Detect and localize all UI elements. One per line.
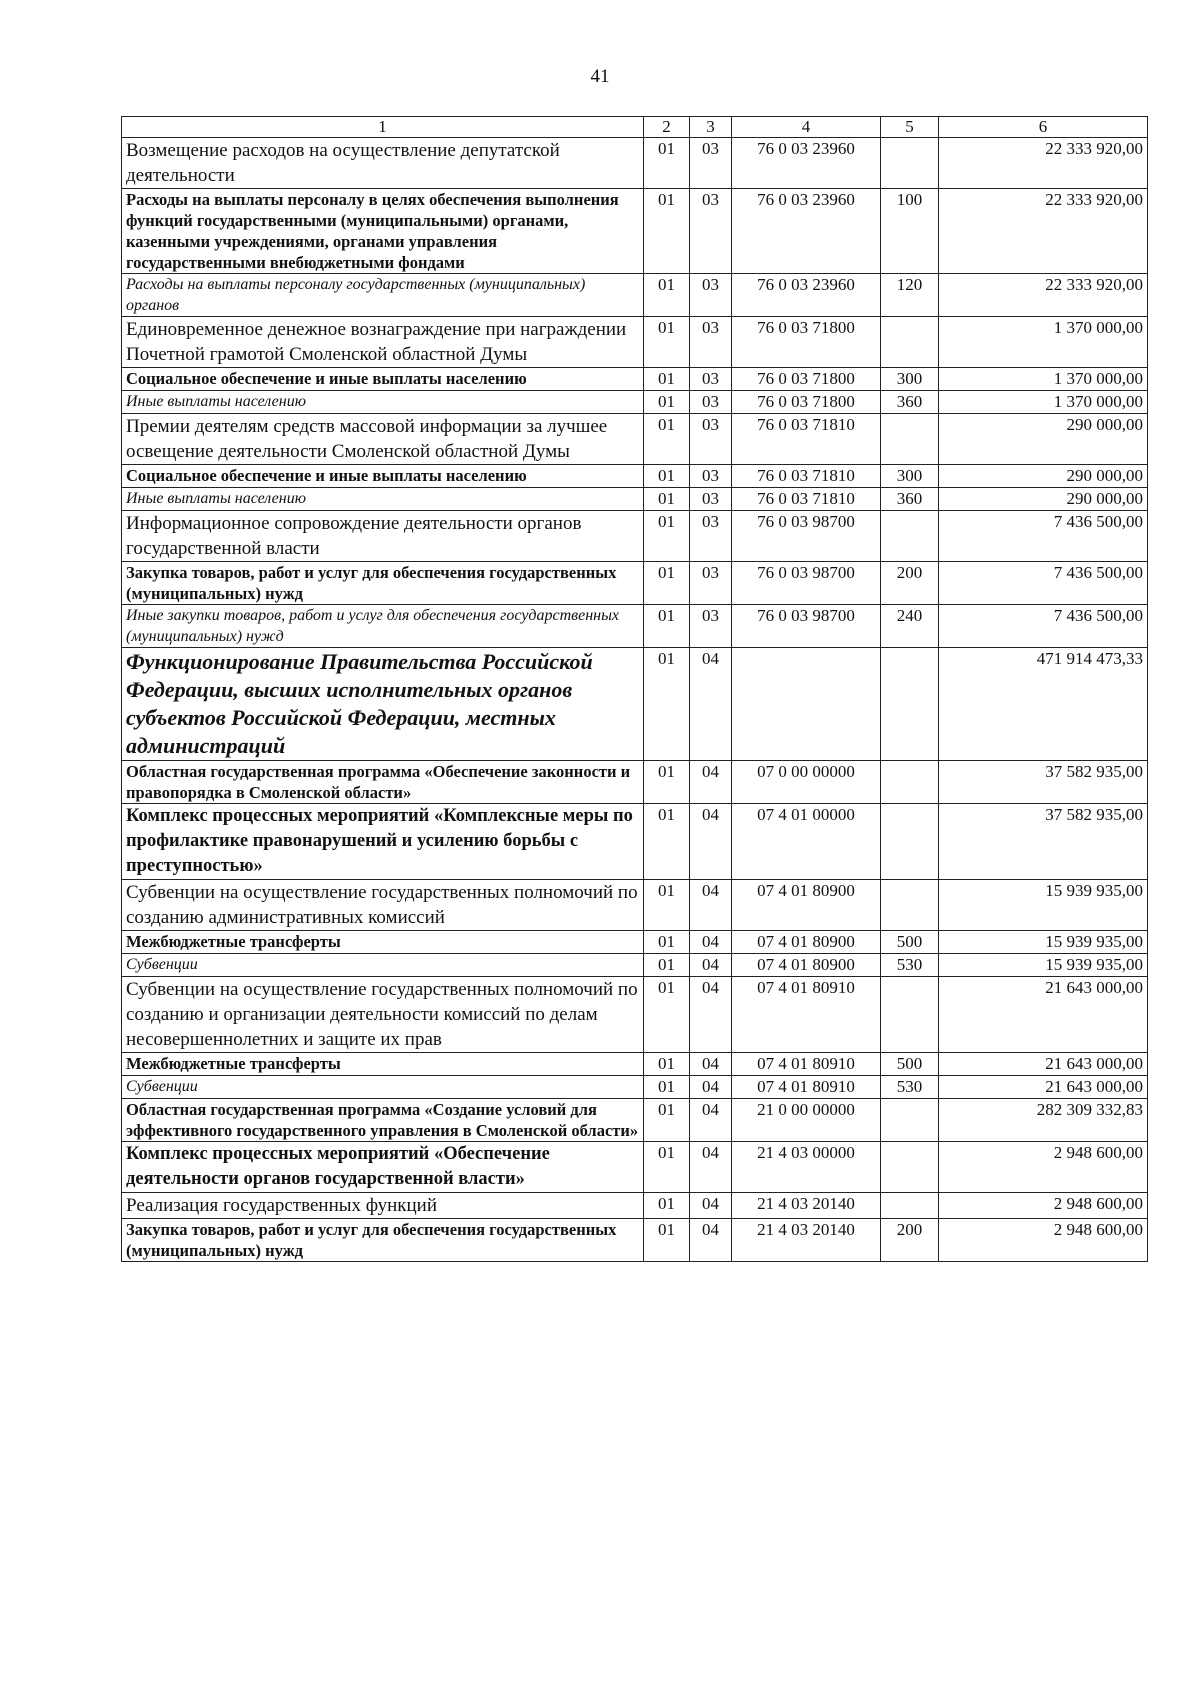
section-code: 01 bbox=[644, 317, 690, 368]
item-name: Субвенции на осуществление государственных полномочий по созданию и организации деятельности комиссий по делам несовершеннолетних и защите их прав bbox=[122, 977, 644, 1053]
amount: 290 000,00 bbox=[939, 465, 1148, 488]
item-name: Закупка товаров, работ и услуг для обеспечения государственных (муниципальных) нужд bbox=[122, 1219, 644, 1262]
amount: 22 333 920,00 bbox=[939, 274, 1148, 317]
item-name: Межбюджетные трансферты bbox=[122, 1053, 644, 1076]
table-row bbox=[122, 368, 1148, 391]
subsection-code: 03 bbox=[690, 511, 732, 562]
amount: 21 643 000,00 bbox=[939, 1053, 1148, 1076]
expense-type-code: 500 bbox=[881, 1053, 939, 1076]
target-article-code: 76 0 03 71810 bbox=[732, 414, 881, 465]
amount: 15 939 935,00 bbox=[939, 931, 1148, 954]
expense-type-code: 360 bbox=[881, 488, 939, 511]
section-code: 01 bbox=[644, 511, 690, 562]
subsection-code: 04 bbox=[690, 761, 732, 804]
amount: 21 643 000,00 bbox=[939, 1076, 1148, 1099]
section-code: 01 bbox=[644, 189, 690, 274]
subsection-code: 04 bbox=[690, 880, 732, 931]
section-code: 01 bbox=[644, 1193, 690, 1219]
amount: 1 370 000,00 bbox=[939, 317, 1148, 368]
header-cell: 2 bbox=[644, 117, 690, 138]
table-row bbox=[122, 138, 1148, 189]
table-row bbox=[122, 977, 1148, 1053]
table-row bbox=[122, 414, 1148, 465]
amount: 15 939 935,00 bbox=[939, 880, 1148, 931]
expense-type-code bbox=[881, 804, 939, 880]
item-name: Расходы на выплаты персоналу государственных (муниципальных) органов bbox=[122, 274, 644, 317]
item-name: Иные выплаты населению bbox=[122, 391, 644, 414]
expense-type-code bbox=[881, 414, 939, 465]
subsection-code: 04 bbox=[690, 1142, 732, 1193]
target-article-code: 76 0 03 23960 bbox=[732, 274, 881, 317]
table-row bbox=[122, 391, 1148, 414]
subsection-code: 04 bbox=[690, 1053, 732, 1076]
item-name: Иные закупки товаров, работ и услуг для обеспечения государственных (муниципальных) нужд bbox=[122, 605, 644, 648]
target-article-code bbox=[732, 648, 881, 761]
target-article-code: 07 4 01 80910 bbox=[732, 977, 881, 1053]
section-code: 01 bbox=[644, 931, 690, 954]
section-code: 01 bbox=[644, 761, 690, 804]
amount: 21 643 000,00 bbox=[939, 977, 1148, 1053]
section-code: 01 bbox=[644, 1219, 690, 1262]
subsection-code: 04 bbox=[690, 1219, 732, 1262]
subsection-code: 03 bbox=[690, 317, 732, 368]
amount: 2 948 600,00 bbox=[939, 1193, 1148, 1219]
target-article-code: 07 4 01 80900 bbox=[732, 880, 881, 931]
subsection-code: 03 bbox=[690, 189, 732, 274]
amount: 2 948 600,00 bbox=[939, 1219, 1148, 1262]
item-name: Субвенции bbox=[122, 1076, 644, 1099]
item-name: Областная государственная программа «Создание условий для эффективного государственного управления в Смоленской области» bbox=[122, 1099, 644, 1142]
subsection-code: 04 bbox=[690, 804, 732, 880]
subsection-code: 04 bbox=[690, 977, 732, 1053]
section-code: 01 bbox=[644, 488, 690, 511]
subsection-code: 03 bbox=[690, 368, 732, 391]
target-article-code: 76 0 03 98700 bbox=[732, 511, 881, 562]
target-article-code: 76 0 03 23960 bbox=[732, 138, 881, 189]
subsection-code: 03 bbox=[690, 605, 732, 648]
budget-table bbox=[121, 116, 1148, 1262]
target-article-code: 07 4 01 80910 bbox=[732, 1053, 881, 1076]
item-name: Иные выплаты населению bbox=[122, 488, 644, 511]
header-row bbox=[122, 117, 1148, 138]
section-code: 01 bbox=[644, 465, 690, 488]
header-cell: 5 bbox=[881, 117, 939, 138]
subsection-code: 04 bbox=[690, 1099, 732, 1142]
amount: 15 939 935,00 bbox=[939, 954, 1148, 977]
subsection-code: 03 bbox=[690, 138, 732, 189]
table-row bbox=[122, 465, 1148, 488]
table-row bbox=[122, 954, 1148, 977]
target-article-code: 76 0 03 98700 bbox=[732, 605, 881, 648]
header-cell: 6 bbox=[939, 117, 1148, 138]
target-article-code: 76 0 03 71800 bbox=[732, 391, 881, 414]
subsection-code: 03 bbox=[690, 414, 732, 465]
target-article-code: 76 0 03 71800 bbox=[732, 368, 881, 391]
expense-type-code: 500 bbox=[881, 931, 939, 954]
section-code: 01 bbox=[644, 1099, 690, 1142]
expense-type-code: 360 bbox=[881, 391, 939, 414]
item-name: Функционирование Правительства Российской Федерации, высших исполнительных органов субъектов Российской Федерации, местных администраций bbox=[122, 648, 644, 761]
expense-type-code bbox=[881, 977, 939, 1053]
section-code: 01 bbox=[644, 414, 690, 465]
target-article-code: 07 4 01 80900 bbox=[732, 931, 881, 954]
subsection-code: 03 bbox=[690, 465, 732, 488]
subsection-code: 03 bbox=[690, 562, 732, 605]
expense-type-code: 300 bbox=[881, 368, 939, 391]
item-name: Субвенции на осуществление государственных полномочий по созданию административных комиссий bbox=[122, 880, 644, 931]
expense-type-code bbox=[881, 1193, 939, 1219]
target-article-code: 76 0 03 98700 bbox=[732, 562, 881, 605]
subsection-code: 03 bbox=[690, 391, 732, 414]
subsection-code: 04 bbox=[690, 648, 732, 761]
section-code: 01 bbox=[644, 1142, 690, 1193]
amount: 7 436 500,00 bbox=[939, 511, 1148, 562]
table-row bbox=[122, 274, 1148, 317]
header-cell: 1 bbox=[122, 117, 644, 138]
item-name: Социальное обеспечение и иные выплаты населению bbox=[122, 465, 644, 488]
section-code: 01 bbox=[644, 391, 690, 414]
expense-type-code bbox=[881, 511, 939, 562]
table-row bbox=[122, 804, 1148, 880]
section-code: 01 bbox=[644, 954, 690, 977]
section-code: 01 bbox=[644, 1076, 690, 1099]
section-code: 01 bbox=[644, 274, 690, 317]
table-row bbox=[122, 189, 1148, 274]
table-row bbox=[122, 1142, 1148, 1193]
amount: 290 000,00 bbox=[939, 488, 1148, 511]
header-cell: 4 bbox=[732, 117, 881, 138]
page-number: 41 bbox=[590, 66, 610, 87]
table-row bbox=[122, 648, 1148, 761]
table-row bbox=[122, 605, 1148, 648]
table-row bbox=[122, 1219, 1148, 1262]
amount: 1 370 000,00 bbox=[939, 368, 1148, 391]
expense-type-code: 100 bbox=[881, 189, 939, 274]
section-code: 01 bbox=[644, 804, 690, 880]
table-row bbox=[122, 931, 1148, 954]
target-article-code: 21 4 03 00000 bbox=[732, 1142, 881, 1193]
target-article-code: 07 4 01 00000 bbox=[732, 804, 881, 880]
item-name: Единовременное денежное вознаграждение при награждении Почетной грамотой Смоленской областной Думы bbox=[122, 317, 644, 368]
expense-type-code bbox=[881, 1099, 939, 1142]
target-article-code: 76 0 03 71800 bbox=[732, 317, 881, 368]
amount: 2 948 600,00 bbox=[939, 1142, 1148, 1193]
target-article-code: 07 0 00 00000 bbox=[732, 761, 881, 804]
target-article-code: 07 4 01 80910 bbox=[732, 1076, 881, 1099]
section-code: 01 bbox=[644, 1053, 690, 1076]
header-cell: 3 bbox=[690, 117, 732, 138]
amount: 22 333 920,00 bbox=[939, 138, 1148, 189]
table-row bbox=[122, 488, 1148, 511]
amount: 1 370 000,00 bbox=[939, 391, 1148, 414]
subsection-code: 04 bbox=[690, 1076, 732, 1099]
amount: 7 436 500,00 bbox=[939, 605, 1148, 648]
expense-type-code bbox=[881, 880, 939, 931]
item-name: Информационное сопровождение деятельности органов государственной власти bbox=[122, 511, 644, 562]
section-code: 01 bbox=[644, 368, 690, 391]
target-article-code: 76 0 03 71810 bbox=[732, 488, 881, 511]
expense-type-code bbox=[881, 761, 939, 804]
expense-type-code: 240 bbox=[881, 605, 939, 648]
item-name: Возмещение расходов на осуществление депутатской деятельности bbox=[122, 138, 644, 189]
target-article-code: 21 0 00 00000 bbox=[732, 1099, 881, 1142]
amount: 290 000,00 bbox=[939, 414, 1148, 465]
item-name: Областная государственная программа «Обеспечение законности и правопорядка в Смоленской области» bbox=[122, 761, 644, 804]
table-row bbox=[122, 1076, 1148, 1099]
table-row bbox=[122, 880, 1148, 931]
amount: 37 582 935,00 bbox=[939, 804, 1148, 880]
amount: 37 582 935,00 bbox=[939, 761, 1148, 804]
amount: 22 333 920,00 bbox=[939, 189, 1148, 274]
item-name: Реализация государственных функций bbox=[122, 1193, 644, 1219]
table-row bbox=[122, 1193, 1148, 1219]
expense-type-code: 200 bbox=[881, 1219, 939, 1262]
subsection-code: 04 bbox=[690, 1193, 732, 1219]
item-name: Социальное обеспечение и иные выплаты населению bbox=[122, 368, 644, 391]
expense-type-code bbox=[881, 1142, 939, 1193]
item-name: Комплекс процессных мероприятий «Обеспечение деятельности органов государственной власти» bbox=[122, 1142, 644, 1193]
section-code: 01 bbox=[644, 605, 690, 648]
target-article-code: 76 0 03 71810 bbox=[732, 465, 881, 488]
expense-type-code bbox=[881, 317, 939, 368]
subsection-code: 03 bbox=[690, 274, 732, 317]
item-name: Расходы на выплаты персоналу в целях обеспечения выполнения функций государственными (муниципальными) органами, казенными учреждениями, органами управления государственными внебюджетными фондами bbox=[122, 189, 644, 274]
table-row bbox=[122, 1099, 1148, 1142]
expense-type-code bbox=[881, 648, 939, 761]
expense-type-code bbox=[881, 138, 939, 189]
table-row bbox=[122, 511, 1148, 562]
table-row bbox=[122, 562, 1148, 605]
expense-type-code: 120 bbox=[881, 274, 939, 317]
expense-type-code: 300 bbox=[881, 465, 939, 488]
table-row bbox=[122, 317, 1148, 368]
subsection-code: 04 bbox=[690, 954, 732, 977]
table-row bbox=[122, 761, 1148, 804]
target-article-code: 76 0 03 23960 bbox=[732, 189, 881, 274]
expense-type-code: 530 bbox=[881, 1076, 939, 1099]
item-name: Премии деятелям средств массовой информации за лучшее освещение деятельности Смоленской областной Думы bbox=[122, 414, 644, 465]
target-article-code: 07 4 01 80900 bbox=[732, 954, 881, 977]
expense-type-code: 530 bbox=[881, 954, 939, 977]
item-name: Межбюджетные трансферты bbox=[122, 931, 644, 954]
section-code: 01 bbox=[644, 977, 690, 1053]
section-code: 01 bbox=[644, 138, 690, 189]
section-code: 01 bbox=[644, 562, 690, 605]
item-name: Комплекс процессных мероприятий «Комплексные меры по профилактике правонарушений и усилению борьбы с преступностью» bbox=[122, 804, 644, 880]
amount: 7 436 500,00 bbox=[939, 562, 1148, 605]
subsection-code: 03 bbox=[690, 488, 732, 511]
table-row bbox=[122, 1053, 1148, 1076]
amount: 282 309 332,83 bbox=[939, 1099, 1148, 1142]
subsection-code: 04 bbox=[690, 931, 732, 954]
target-article-code: 21 4 03 20140 bbox=[732, 1193, 881, 1219]
table-body bbox=[122, 138, 1148, 1262]
section-code: 01 bbox=[644, 880, 690, 931]
item-name: Субвенции bbox=[122, 954, 644, 977]
item-name: Закупка товаров, работ и услуг для обеспечения государственных (муниципальных) нужд bbox=[122, 562, 644, 605]
amount: 471 914 473,33 bbox=[939, 648, 1148, 761]
expense-type-code: 200 bbox=[881, 562, 939, 605]
section-code: 01 bbox=[644, 648, 690, 761]
target-article-code: 21 4 03 20140 bbox=[732, 1219, 881, 1262]
